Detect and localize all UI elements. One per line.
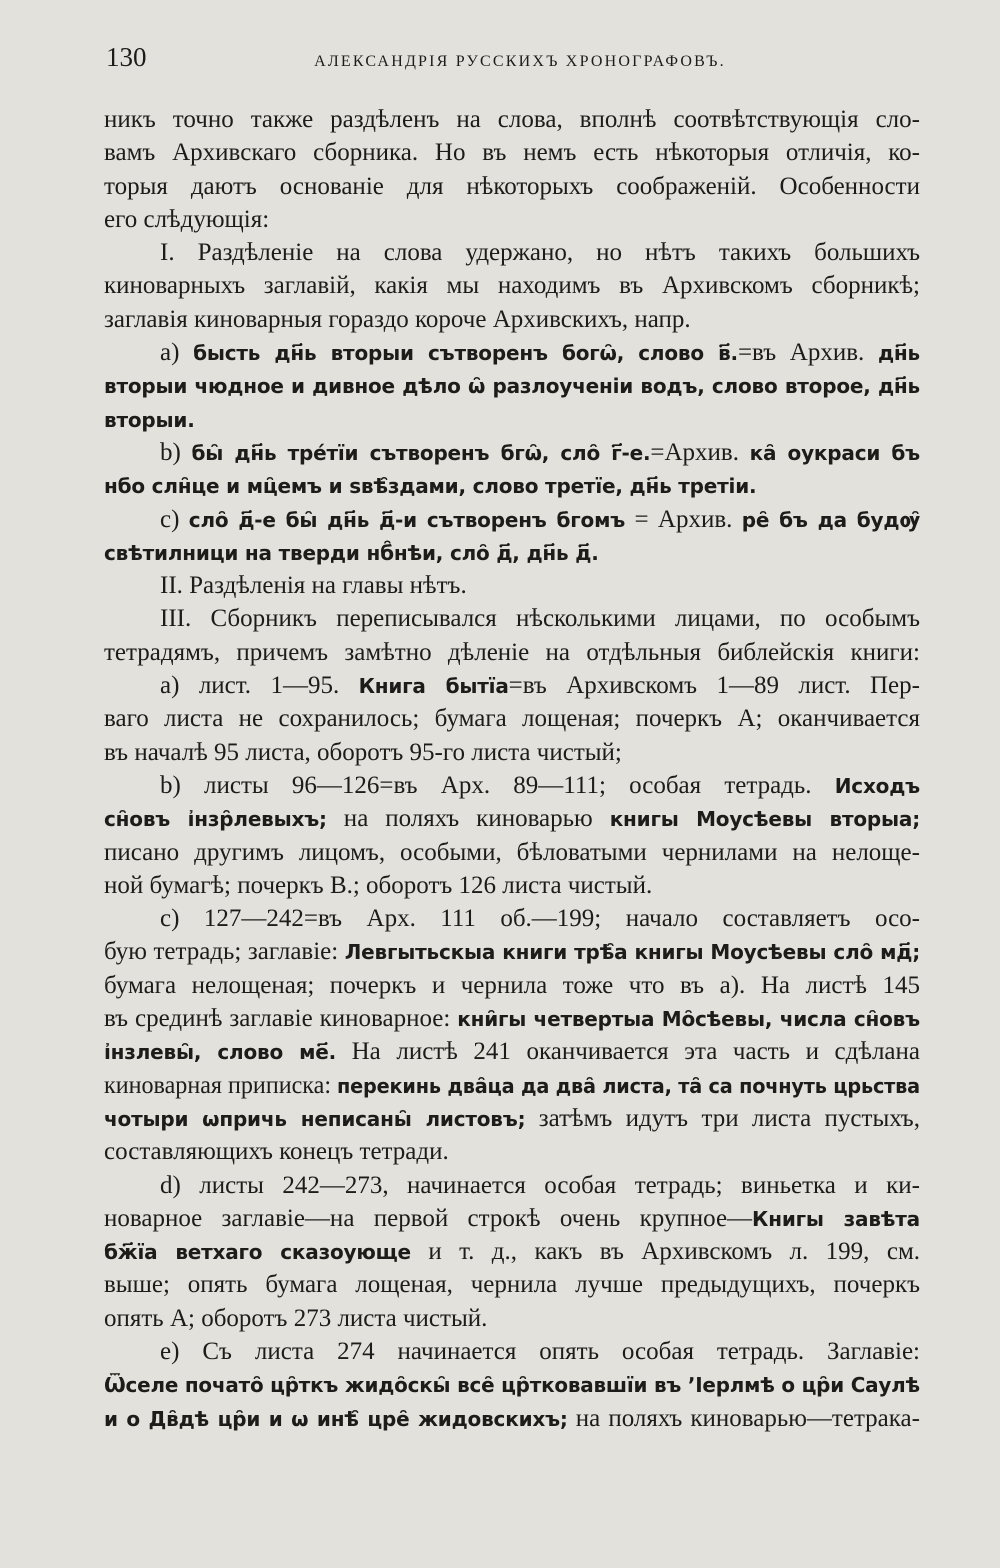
slavonic-quote: свѣтилници на тверди нб̑нѣи, сло̑ д҃, дн҃ь д҃. [104, 540, 599, 565]
text-line-content [160, 1335, 920, 1368]
text-line-content [104, 702, 920, 735]
text-line-content [160, 336, 920, 370]
text-line [104, 1268, 920, 1301]
text-run: и т. д., какъ въ Архивскомъ л. 199, см. [410, 1238, 921, 1266]
text-line [104, 836, 920, 869]
text-line [104, 436, 920, 469]
text-run: a) [160, 339, 194, 367]
text-line [104, 969, 920, 1002]
text-line [104, 769, 920, 802]
text-run: затѣмъ идутъ три листа пустыхъ, [525, 1104, 920, 1132]
text-line-content [160, 569, 467, 602]
text-line [104, 269, 920, 302]
text-run: =Архив. [650, 438, 750, 466]
text-run: писано другимъ лицомъ, особыми, бѣловатыми чернилами на нелоще- [104, 838, 920, 866]
text-line [104, 802, 920, 835]
text-line-content [104, 403, 195, 437]
text-line [104, 1135, 920, 1168]
text-line-content [104, 636, 920, 669]
slavonic-quote: бысть дн҃ь вторыи сътворенъ богѡ̑, слово в҃. [193, 341, 738, 366]
slavonic-quote: ка̑ оукраси бъ [749, 440, 920, 465]
text-run: на поляхъ киноварью—тетрака- [567, 1404, 920, 1432]
slavonic-quote: книгы Моусѣевы вторыа; [609, 807, 920, 832]
text-run: въ срединѣ заглавіе киноварное: [104, 1005, 458, 1033]
text-run: бую тетрадь; заглавіе: [104, 938, 345, 966]
text-line-content [104, 836, 920, 869]
text-run: никъ точно также раздѣленъ на слова, вполнѣ соотвѣтствующія сло- [104, 106, 920, 133]
slavonic-quote: Книгы завѣта [752, 1206, 920, 1231]
text-line-content [160, 902, 920, 935]
text-line-content [104, 1102, 920, 1136]
text-run: b) [160, 438, 192, 466]
text-line-content [160, 503, 920, 537]
text-line-content [104, 1402, 920, 1436]
text-line [104, 1102, 920, 1135]
text-run: опять А; оборотъ 273 листа чистый. [104, 1304, 488, 1332]
text-run: на поляхъ киноварью [326, 805, 610, 833]
text-line [104, 303, 920, 336]
slavonic-quote: дн҃ь [877, 341, 920, 366]
text-line [104, 203, 920, 236]
text-run: ваго листа не сохранилось; бумага лощеная; почеркъ А; оканчивается [104, 705, 920, 733]
text-line [104, 569, 920, 602]
text-run: заглавія киноварныя гораздо короче Архивскихъ, напр. [104, 305, 691, 333]
text-line-content [104, 802, 920, 836]
text-line [104, 403, 920, 436]
slavonic-quote: сло̑ д҃-е бы̑ дн҃ь д҃-и сътворенъ бгомъ [188, 507, 626, 532]
text-line-content [104, 203, 269, 236]
text-line [104, 902, 920, 935]
page-number: 130 [106, 42, 147, 72]
text-run: d) листы 242—273, начинается особая тетрадь; виньетка и ки- [160, 1171, 920, 1199]
text-line-content [104, 1035, 920, 1069]
slavonic-quote: Ѿселе почато̑ цр̑ткъ жидо̑скы̑ все̑ цр̑тковавшїи въ ʼІерлмѣ о цр̑и Саулѣ [104, 1373, 920, 1398]
text-run: b) листы 96—126=въ Арх. 89—111; особая тетрадь. [160, 771, 835, 799]
text-line-content [104, 1368, 920, 1402]
text-line-content [104, 536, 599, 570]
text-line-content [104, 303, 691, 336]
text-run: III. Сборникъ переписывался нѣсколькими лицами, по особымъ [160, 605, 920, 633]
text-line-content [104, 1235, 920, 1269]
text-line-content [104, 1302, 487, 1335]
text-line [104, 503, 920, 536]
slavonic-quote: вторыи. [104, 407, 195, 432]
page-body-text [104, 103, 920, 1435]
slavonic-quote: бы̑ дн҃ь тре́тїи сътворенъ бгѡ̑, сло̑ г҃-е. [191, 440, 651, 465]
text-run: бумага нелощеная; почеркъ и чернила тоже что въ a). На листѣ 145 [104, 971, 920, 999]
text-line [104, 469, 920, 502]
text-run: e) Съ листа 274 начинается опять особая тетрадь. Заглавіе: [160, 1337, 920, 1365]
text-line-content [160, 769, 920, 803]
text-line-content [104, 1002, 920, 1036]
text-line [104, 1235, 920, 1268]
text-run: киноварныхъ заглавій, какія мы находимъ въ Архивскомъ сборникѣ; [104, 272, 921, 300]
text-line [104, 702, 920, 735]
text-line-content [104, 736, 622, 769]
text-run: a) лист. 1—95. [160, 672, 359, 700]
text-run: новарное заглавіе—на первой строкѣ очень крупное— [104, 1204, 753, 1232]
text-run: =въ Архив. [737, 339, 878, 367]
text-line [104, 1402, 920, 1435]
text-line [104, 336, 920, 369]
text-line-content [104, 369, 920, 403]
slavonic-quote: вторыи чюдное и дивное дѣло ѡ̑ разлоученіи водъ, слово второе, дн҃ь [104, 374, 920, 399]
text-line [104, 935, 920, 968]
text-line-content [104, 170, 920, 203]
text-line [104, 1002, 920, 1035]
text-line-content [104, 469, 756, 503]
text-run: выше; опять бумага лощеная, чернила лучше предыдущихъ, почеркъ [104, 1271, 921, 1299]
text-run: торыя даютъ основаніе для нѣкоторыхъ соображеній. Особенности [104, 172, 920, 200]
text-line-content [160, 1169, 920, 1202]
text-line-content [160, 602, 920, 635]
text-line [104, 669, 920, 702]
slavonic-quote: і҆нзлевы̑, слово ме҃. [104, 1040, 337, 1065]
slavonic-quote: чотыри ѡпричь неписаны̑ листовъ; [104, 1106, 526, 1131]
text-run: въ началѣ 95 листа, оборотъ 95-го листа чистый; [104, 738, 622, 766]
slavonic-quote: и о Дв̑дѣ цр̑и и ѡ инѣ̑ цре̑ жидовскихъ; [104, 1406, 568, 1431]
text-run: I. Раздѣленіе на слова удержано, но нѣтъ такихъ большихъ [160, 239, 921, 267]
text-line [104, 1035, 920, 1068]
text-line [104, 369, 920, 402]
text-run: ной бумагѣ; почеркъ В.; оборотъ 126 листа чистый. [104, 871, 653, 899]
slavonic-quote: Левгытьскыа книги трѣ̑а книгы Моусѣевы сло̑ мд҃; [344, 940, 920, 965]
text-line [104, 869, 920, 902]
text-line-content [160, 236, 920, 269]
text-line [104, 636, 920, 669]
text-run: составляющихъ конецъ тетради. [104, 1138, 449, 1166]
text-line [104, 136, 920, 169]
text-line [104, 602, 920, 635]
text-line-content [104, 1069, 920, 1103]
text-run: киноварная приписка: [104, 1071, 338, 1099]
slavonic-quote: перекинь два̑ца да два̑ листа, та̑ са почнуть црьства [337, 1073, 920, 1098]
text-line-content [104, 969, 920, 1002]
text-run: его слѣдующія: [104, 205, 270, 233]
text-line-content [104, 1135, 449, 1168]
text-line [104, 1169, 920, 1202]
text-line-content [104, 1202, 920, 1236]
text-run: c) [160, 505, 189, 533]
text-line [104, 1202, 920, 1235]
text-line [104, 1368, 920, 1401]
text-line-content [104, 269, 920, 302]
text-run: II. Раздѣленія на главы нѣтъ. [160, 572, 467, 600]
text-line-content [104, 869, 652, 902]
slavonic-quote: кни̑гы четвертыа Мо̑сѣевы, числа сн̑овъ [457, 1007, 920, 1032]
text-line [104, 1069, 920, 1102]
text-line-content [104, 136, 920, 169]
text-run: = Архив. [625, 505, 742, 533]
text-run: c) 127—242=въ Арх. 111 об.—199; начало составляетъ осо- [160, 905, 920, 933]
slavonic-quote: Книга бытїа [358, 674, 509, 699]
slavonic-quote: нбо слн̑це и мц̑емъ и ѕвѣ̑здами, слово третїе, дн҃ь третіи. [104, 474, 757, 499]
text-line [104, 103, 920, 136]
text-line-content [160, 669, 920, 703]
text-line-content [104, 103, 920, 136]
text-line [104, 536, 920, 569]
text-line [104, 736, 920, 769]
slavonic-quote: ре̑ бъ да будѹ̑ [741, 507, 921, 532]
text-line [104, 236, 920, 269]
text-line-content [104, 935, 920, 969]
text-line-content [104, 1268, 920, 1301]
text-run: =въ Архивскомъ 1—89 лист. Пер- [508, 672, 920, 700]
running-head: АЛЕКСАНДРІЯ РУССКИХЪ ХРОНОГРАФОВЪ. [314, 53, 726, 70]
text-line-content [160, 436, 920, 470]
text-line [104, 170, 920, 203]
text-run: На листѣ 241 оканчивается эта часть и сдѣлана [336, 1038, 920, 1066]
text-run: вамъ Архивскаго сборника. Но въ немъ есть нѣкоторыя отличія, ко- [104, 139, 920, 167]
text-run: тетрадямъ, причемъ замѣтно дѣленіе на отдѣльныя библейскія книги: [104, 638, 920, 666]
text-line [104, 1302, 920, 1335]
slavonic-quote: Исходъ [834, 773, 920, 798]
text-line [104, 1335, 920, 1368]
slavonic-quote: сн̑овъ і҆нзр̑левыхъ; [104, 807, 327, 832]
slavonic-quote: бж҃їа ветхаго сказоующе [104, 1240, 411, 1265]
